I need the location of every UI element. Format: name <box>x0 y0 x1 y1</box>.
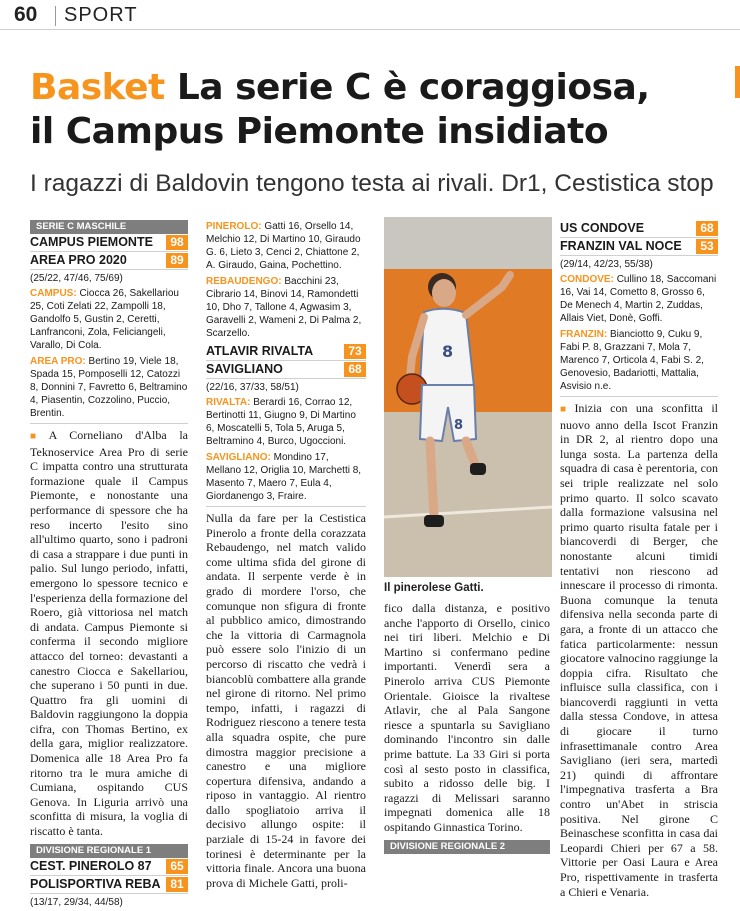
team-tag: REBAUDENGO: <box>206 276 282 287</box>
headline-text-2: il Campus Piemonte insidiato <box>30 111 609 152</box>
player-list: Cullino 18, Saccomani 16, Vai 14, Cometto 8, Grosso 6, De Menech 4, Martin 2, Zuddas, Allais Viet, Donè, Goffi. <box>560 274 717 324</box>
section-title: SPORT <box>64 4 138 26</box>
team-name: ATLAVIR RIVALTA <box>206 344 314 358</box>
score-box: 68 <box>696 221 718 236</box>
lineup-away <box>560 328 718 393</box>
team-tag: RIVALTA: <box>206 397 251 408</box>
team-tag: PINEROLO: <box>206 221 262 232</box>
divider <box>560 396 718 397</box>
basketball-player-illustration <box>384 217 552 577</box>
divider <box>30 423 188 424</box>
header-divider <box>55 6 56 26</box>
edge-marker <box>735 66 740 98</box>
player-list: Gatti 16, Orsello 14, Melchio 12, Di Martino 10, Giraudo G. 6, Lieto 3, Cenci 2, Chiattone 2, A. Giraudo, Gaina, Pochettino. <box>206 221 361 271</box>
score-row-home-2 <box>30 858 188 876</box>
score-row-away <box>30 252 188 270</box>
player-list: Berardi 16, Corrao 12, Bertinotti 11, Giugno 9, Di Martino 6, Moscatelli 5, Tola 5, Aruga 5, Beltramino 4, Burco, Ugoccioni. <box>206 397 356 447</box>
score-row-away <box>560 238 718 256</box>
page-number: 60 <box>14 3 38 26</box>
team-name: CEST. PINEROLO 87 <box>30 858 152 873</box>
score-row-home <box>560 220 718 238</box>
score-box: 81 <box>166 877 188 892</box>
team-tag: FRANZIN: <box>560 329 608 340</box>
score-row-away-2 <box>30 876 188 894</box>
divider <box>206 506 366 507</box>
lineup-rebaudengo <box>206 275 366 340</box>
lineup-pinerolo <box>206 220 366 272</box>
lineup-home <box>560 273 718 325</box>
article-body: ■ A Corneliano d'Alba la Teknoservice Area Pro di serie C impatta contro una strutturata formazione quale il Campus Piemonte, e nonostante una performance di spessore che ha reso incerto l'esito sino all'ultimo quarto, sono i padroni di casa a strappare i due punti in palio. Sul lungo periodo, infatti, emergono lo spessore tecnico e l'esperienza della formazione del Roero, già vittoriosa nel match di andata. Campus Piemonte si conferma il secondo migliore attacco del torneo: devastanti a canestro Ciocca e Sakellariou, che superano i 50 punti in due. Quattro fra gli uomini di Baldovin raggiungono la doppia cifra, con Thomas Bertino, ex della gara, miglior realizzatore. Domenica alle 18 Area Pro fa ritorno tra le mura amiche di Cumiana, ospitando CUS Genova. In Liguria arrivò una sconfitta di misura, la voglia di riscatto è tanta. <box>30 428 188 839</box>
photo-caption: Il pinerolese Gatti. <box>384 582 484 594</box>
svg-text:8: 8 <box>442 342 454 361</box>
team-tag: CONDOVE: <box>560 274 614 285</box>
article-body: ■ Inizia con una sconfitta il nuovo anno della Iscot Franzin in DR 2, al rientro dopo una lunga sosta. La partenza della squadra di casa è perentoria, con sei triple realizzate nel solo primo quarto. Il solco scavato dalla formazione valsusina nel primo quarto risulta fatale per i biancoverdi di Berger, che nonostante alcuni timidi tentativi non riescono ad innescare il processo di rimonta. Buona comunque la tenuta difensiva nella seconda parte di gara, a fronte di un attacco che fatica particolarmente: nessun giocatore valnocino raggiunge la doppia cifra. Risultato che influisce sulla classifica, con i biancoverdi raggiunti in vetta dalla stessa Condove, in attesa di giocare il turno infrasettimanale contro Area Savigliano (ieri sera, martedì 21) quindi di affrontare l'impegnativa trasferta a Bra contro un'Abet in striscia positiva. Nel girone C Beinaschese sconfitta in casa dai Leopardi Chieri per 67 a 58. Vittorie per Oasi Laura e Area Pro, rispettivamente in trasferta a Chieri e Venaria. <box>560 401 718 899</box>
player-list: Bianciotto 9, Cuku 9, Fabi P. 8, Grazzani 7, Mola 7, Marenco 7, Orticola 4, Fabi S. 2, Genovesio, Badariotti, Mattalia, Asvisio n.e. <box>560 329 704 392</box>
team-tag: AREA PRO: <box>30 356 86 367</box>
quarter-partials: (22/16, 37/33, 58/51) <box>206 382 299 393</box>
column-4 <box>560 220 718 899</box>
column-2 <box>206 220 366 890</box>
team-name: FRANZIN VAL NOCE <box>560 239 682 253</box>
team-tag: CAMPUS: <box>30 288 77 299</box>
score-row-home <box>206 343 366 361</box>
svg-text:8: 8 <box>454 418 464 433</box>
league-label-2: DIVISIONE REGIONALE 1 <box>30 844 188 858</box>
score-box: 68 <box>344 362 366 377</box>
column-3 <box>384 601 550 854</box>
lineup-away <box>206 451 366 503</box>
headline-line-1 <box>30 66 730 110</box>
score-row-away <box>206 361 366 379</box>
player-list: Bertino 19, Viele 18, Spada 15, Pomposelli 12, Catozzi 8, Donnini 7, Favretto 6, Beltramino 4, Piasentin, Cozzolino, Puccio, Brentin. <box>30 356 188 419</box>
score-box: 53 <box>696 239 718 254</box>
league-label: SERIE C MASCHILE <box>30 220 188 234</box>
column-1 <box>30 220 188 911</box>
team-name: CAMPUS PIEMONTE <box>30 235 153 249</box>
score-box: 65 <box>166 859 188 874</box>
quarter-partials: (25/22, 47/46, 75/69) <box>30 273 123 284</box>
headline-text-1: La serie C è coraggiosa, <box>176 67 650 108</box>
article-body: fico dalla distanza, e positivo anche l'apporto di Orsello, cinico nei tiri liberi. Melchio e Di Martino si confermano pedine importanti. Venerdì sera a Pinerolo arriva CUS Piemonte Orientale. Gioisce la rivaltese Atlavir, che al Pala Sangone riesce a spuntarla su Savigliano dominando l'incontro sin dalle prime battute. La 33 Giri si porta così al sesto posto in classifica, subito a ridosso delle big. I ragazzi di Melissari saranno impegnati domenica alle 18 ospitando Ginnastica Torino. <box>384 601 550 834</box>
score-box: 98 <box>166 235 188 250</box>
team-tag: SAVIGLIANO: <box>206 452 271 463</box>
team-name: US CONDOVE <box>560 221 645 235</box>
team-name: AREA PRO 2020 <box>30 253 127 267</box>
player-photo <box>384 217 552 577</box>
score-box: 89 <box>166 253 188 268</box>
headline-kicker: Basket <box>30 67 165 108</box>
team-name: SAVIGLIANO <box>206 362 283 376</box>
headline <box>30 66 730 154</box>
quarter-partials: (13/17, 29/34, 44/58) <box>30 896 123 908</box>
subheadline: I ragazzi di Baldovin tengono testa ai rivali. Dr1, Cestistica stop <box>30 170 714 197</box>
page-header <box>0 0 740 30</box>
league-label: DIVISIONE REGIONALE 2 <box>384 840 550 854</box>
player-list: Bacchini 23, Cibrario 14, Binovi 14, Ramondetti 10, Dho 7, Tallone 4, Agwasim 3, Garavelli 2, Wameni 2, Di Palma 2, Scarzello. <box>206 276 362 339</box>
score-row-home <box>30 234 188 252</box>
quarter-partials: (29/14, 42/23, 55/38) <box>560 259 653 270</box>
player-list: Mondino 17, Mellano 12, Origlia 10, Marchetti 8, Masento 7, Maero 7, Eula 4, Giordanengo 3, Fraire. <box>206 452 362 502</box>
lineup-home <box>30 287 188 352</box>
team-name: POLISPORTIVA REBA <box>30 876 161 891</box>
article-body: Nulla da fare per la Cestistica Pinerolo a fronte della corazzata Rebaudengo, nel match valido come ultima sfida del girone di andata. Il serpente verde è in grado di mordere l'orso, che comunque non sfigura di fronte al pubblico amico, dimostrando che la vittoria di Carmagnola può essere solo l'inizio di un percorso di riscatto che vedrà i biancoblù combattere alla grande nel girone di ritorno. Nel primo tempo, infatti, i ragazzi di Rodriguez riescono a tenere testa alla squadra ospite, che pure dimostra maggior precisione a canestro e una migliore copertura difensiva, andando a riposo in vantaggio. Al rientro dallo spogliatoio arriva il decisivo allungo ospite: il parziale di 15-24 in favore dei torinesi è determinante per la vittoria finale. Ancora una buona prova di Michele Gatti, proli- <box>206 511 366 890</box>
score-box: 73 <box>344 344 366 359</box>
lineup-home <box>206 396 366 448</box>
player-list: Ciocca 26, Sakellariou 25, Coti Zelati 22, Zampolli 18, Gandolfo 5, Gustin 2, Ceretti, Lanfranconi, Zola, Feliciangeli, Varallo, Di Cola. <box>30 288 179 351</box>
lineup-away <box>30 355 188 420</box>
